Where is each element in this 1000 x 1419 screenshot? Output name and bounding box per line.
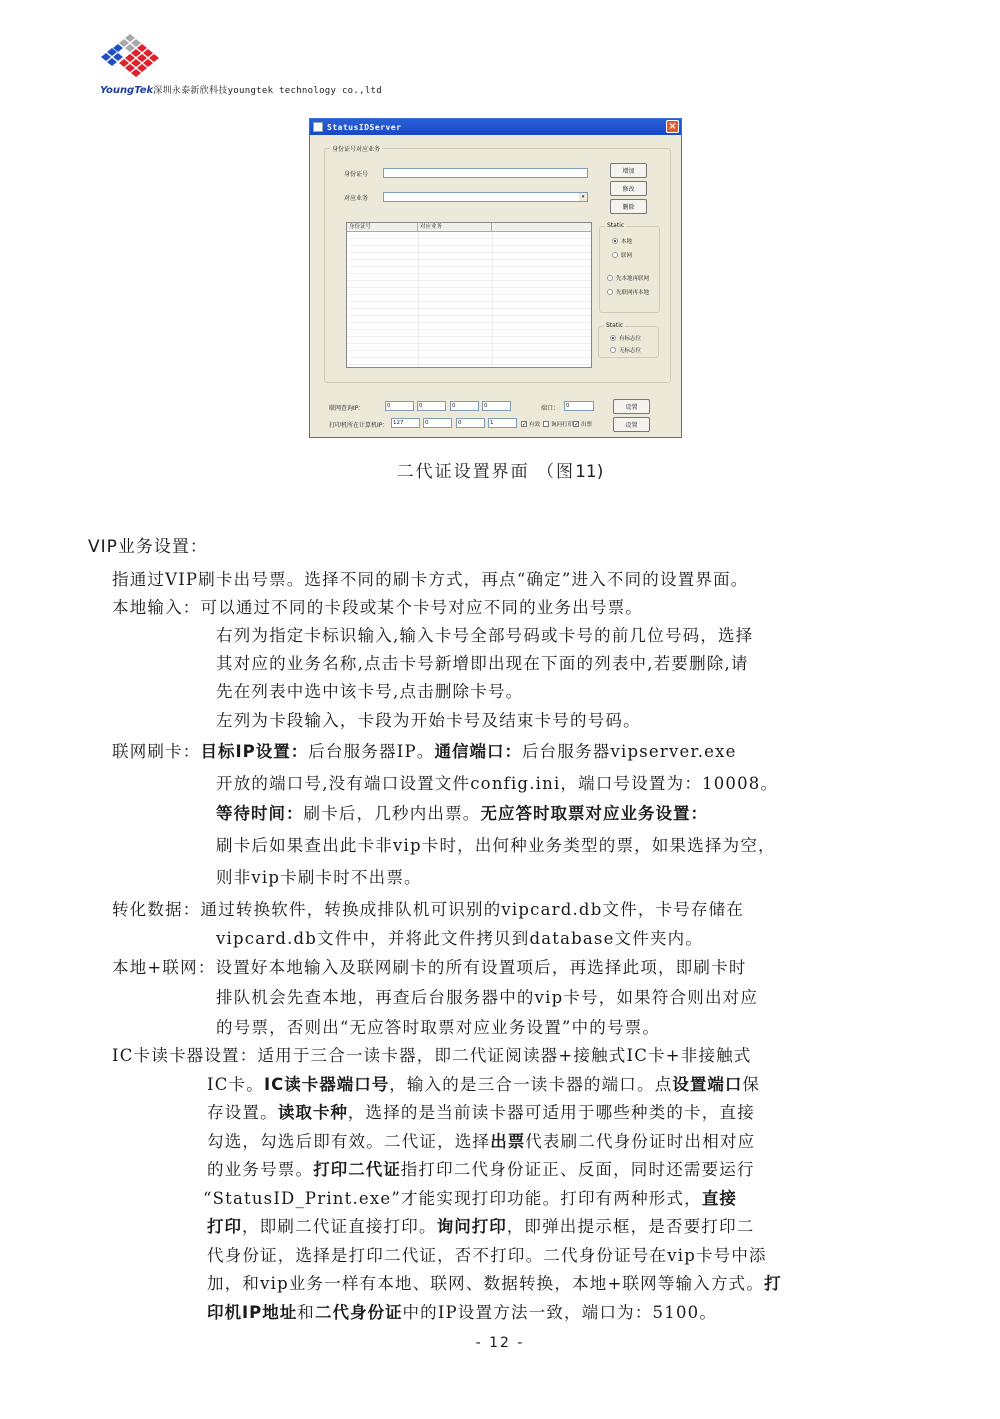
radio-network-then-local[interactable] [607, 288, 649, 296]
text: 的业务号票。 [207, 1160, 314, 1179]
bold-term: 等待时间： [216, 804, 304, 823]
column-business[interactable]: 对应业务 [418, 223, 492, 231]
column-divider [418, 232, 419, 367]
company-name-cn: 深圳永泰新欣科技 [153, 86, 228, 96]
bold-term: IC读卡器端口号 [263, 1075, 390, 1094]
paragraph-line [207, 1213, 755, 1240]
radio-unchecked-icon [607, 289, 613, 295]
paragraph-line: 刷卡后如果查出此卡非vip卡时，出何种业务类型的票，如果选择为空， [216, 836, 776, 855]
text: IC卡。 [207, 1075, 264, 1094]
printer-ip-label: 打印机所在计算机IP： [329, 422, 389, 429]
radio-unchecked-icon [612, 252, 618, 258]
radio-label: 先本地再联网 [616, 276, 650, 282]
close-button[interactable]: × [666, 120, 679, 133]
radio-label: 无标志位 [619, 348, 642, 354]
paragraph-convert-data [112, 896, 744, 923]
checkbox-checked-icon: ✓ [574, 421, 580, 428]
bold-term: 设置端口 [672, 1075, 743, 1094]
network-ip-octet-1[interactable]: 0 [385, 401, 414, 411]
text: ，选择的是当前读卡器可适用于哪些种类的卡，直接 [347, 1103, 755, 1122]
radio-unchecked-icon [610, 347, 616, 353]
dialog-title: StatusIDServer [327, 122, 402, 132]
printer-set-button[interactable]: 设置 [613, 417, 650, 432]
paragraph-line: 左列为卡段输入，卡段为开始卡号及结束卡号的号码。 [216, 711, 641, 730]
id-business-list[interactable] [346, 222, 592, 368]
checkbox-ask-print[interactable] [543, 420, 573, 428]
radio-label: 联网 [621, 253, 633, 259]
id-number-input[interactable] [383, 168, 588, 178]
term-label: 本地+联网： [112, 958, 216, 977]
text: 中的IP设置方法一致，端口为：5100。 [402, 1303, 718, 1322]
paragraph-text: 适用于三合一读卡器，即二代证阅读器+接触式IC卡+非接触式 [257, 1046, 752, 1065]
paragraph-line: 排队机会先查本地，再查后台服务器中的vip卡号，如果符合则出对应 [216, 988, 759, 1007]
business-select[interactable] [383, 192, 588, 202]
paragraph-line: 开放的端口号,没有端口设置文件config.ini，端口号设置为：10008。 [216, 774, 779, 793]
radio-network[interactable] [612, 251, 632, 259]
id-number-label: 身份证号 [344, 171, 369, 178]
radio-label: 先联网再本地 [616, 290, 650, 296]
checkbox-issue-ticket[interactable] [573, 420, 592, 428]
checkbox-checked-icon: ✓ [522, 421, 528, 428]
figure-caption [0, 457, 1000, 482]
bold-term: 印机IP地址 [207, 1303, 298, 1322]
bold-term: 二代身份证 [314, 1303, 403, 1322]
paragraph-line [203, 1185, 737, 1212]
company-name [100, 83, 382, 96]
paragraph-line [207, 1270, 782, 1297]
term-label: 联网刷卡： [112, 742, 201, 761]
text: 代表刷二代身份证时出相对应 [525, 1132, 756, 1151]
network-set-button[interactable]: 设置 [613, 399, 650, 414]
paragraph-line: 则非vip卡刷卡时不出票。 [216, 868, 422, 887]
bold-term: 无应答时取票对应业务设置： [480, 804, 708, 823]
checkbox-label: 询问打印 [551, 422, 574, 428]
paragraph-line [207, 1156, 755, 1183]
radio-checked-icon [612, 238, 618, 244]
list-rows [347, 232, 591, 367]
text: 加，和vip业务一样有本地、联网、数据转换，本地+联网等输入方式。 [207, 1274, 765, 1293]
status-id-server-dialog [309, 118, 682, 438]
term-label: IC卡读卡器设置： [112, 1046, 258, 1065]
paragraph-local-plus-network [112, 954, 747, 981]
caption-text: 二代证设置界面 （图 [396, 462, 576, 482]
group-title: 身份证号对应业务 [332, 146, 381, 153]
bold-term: 直接 [701, 1189, 737, 1208]
group-title: Static [606, 322, 624, 329]
company-name-en: youngtek technology co.,ltd [227, 86, 382, 96]
text: 保 [742, 1075, 761, 1094]
term-label: 转化数据： [112, 900, 201, 919]
bold-term: 打 [764, 1274, 782, 1293]
bold-term: 通信端口： [434, 742, 522, 761]
page-number: - 12 - [475, 1335, 525, 1351]
text: 存设置。 [207, 1103, 278, 1122]
paragraph-text: 刷卡后，几秒内出票。 [303, 804, 481, 823]
bold-term: 读取卡种 [277, 1103, 348, 1122]
checkbox-label: 出票 [581, 422, 593, 428]
text: 勾选，勾选后即有效。二代证，选择 [207, 1132, 491, 1151]
delete-button[interactable]: 删除 [610, 199, 647, 214]
paragraph-line: 先在列表中选中该卡号,点击删除卡号。 [216, 682, 524, 701]
network-ip-octet-4[interactable]: 0 [482, 401, 511, 411]
column-divider [492, 232, 493, 367]
text: “StatusID_Print.exe”才能实现打印功能。打印有两种形式， [203, 1189, 702, 1208]
network-ip-octet-2[interactable]: 0 [417, 401, 446, 411]
paragraph-text: 通过转换软件，转换成排队机可识别的vipcard.db文件，卡号存储在 [200, 900, 745, 919]
port-input[interactable]: 0 [564, 401, 594, 411]
text: 指打印二代身份证正、反面，同时还需要运行 [400, 1160, 755, 1179]
text: ，即弹出提示框，是否要打印二 [506, 1217, 755, 1236]
dialog-titlebar[interactable] [310, 119, 681, 135]
text: ，即刷二代证直接打印。 [242, 1217, 437, 1236]
business-label: 对应业务 [344, 195, 369, 202]
paragraph-local-input [112, 594, 643, 621]
paragraph-line: vipcard.db文件中，并将此文件拷贝到database文件夹内。 [216, 929, 704, 948]
checkbox-label: 有效 [529, 422, 541, 428]
column-id-number[interactable]: 身份证号 [347, 223, 418, 231]
list-header [347, 223, 591, 232]
checkbox-valid[interactable] [521, 420, 540, 428]
modify-button[interactable]: 修改 [610, 181, 647, 196]
youngtek-logo-icon [100, 32, 160, 80]
text: 和 [297, 1303, 315, 1322]
paragraph-line [207, 1099, 755, 1126]
paragraph-text: 后台服务器IP。 [308, 742, 435, 761]
radio-without-flag[interactable] [610, 346, 641, 354]
radio-unchecked-icon [607, 275, 613, 281]
text: ，输入的是三合一读卡器的端口。点 [389, 1075, 673, 1094]
section-title: VIP业务设置： [88, 537, 208, 557]
bold-term: 打印二代证 [313, 1160, 401, 1179]
app-icon [313, 122, 323, 132]
chevron-down-icon[interactable]: ▾ [579, 193, 587, 201]
paragraph-line: 其对应的业务名称,点击卡号新增即出现在下面的列表中,若要删除,请 [216, 654, 749, 673]
radio-checked-icon [610, 335, 616, 341]
bold-term: 目标IP设置： [200, 742, 309, 761]
group-title: Static [607, 222, 625, 229]
radio-local-then-network[interactable] [607, 274, 649, 282]
radio-with-flag[interactable] [610, 334, 641, 342]
paragraph-line: 代身份证，选择是打印二代证，否不打印。二代身份证号在vip卡号中添 [207, 1246, 767, 1265]
paragraph-network-card [112, 738, 737, 765]
bold-term: 打印 [207, 1217, 242, 1236]
paragraph-line [207, 1299, 717, 1326]
network-ip-octet-3[interactable]: 0 [450, 401, 479, 411]
port-label: 端口： [541, 405, 560, 412]
radio-label: 本地 [621, 239, 633, 245]
radio-label: 有标志位 [619, 336, 642, 342]
paragraph-line [207, 1128, 755, 1155]
term-label: 本地输入： [112, 598, 201, 617]
page-header [100, 32, 480, 102]
paragraph-intro: 指通过VIP刷卡出号票。选择不同的刷卡方式，再点“确定”进入不同的设置界面。 [112, 570, 749, 589]
paragraph-text: 设置好本地输入及联网刷卡的所有设置项后，再选择此项，即刷卡时 [215, 958, 747, 977]
printer-ip-octet-2[interactable]: 0 [423, 418, 452, 428]
paragraph-line [207, 1071, 760, 1098]
printer-ip-octet-4[interactable]: 1 [488, 418, 517, 428]
paragraph-line: 的号票，否则出“无应答时取票对应业务设置”中的号票。 [216, 1018, 661, 1037]
paragraph-text: 可以通过不同的卡段或某个卡号对应不同的业务出号票。 [200, 598, 643, 617]
checkbox-unchecked-icon [543, 421, 549, 427]
bold-term: 出票 [490, 1132, 526, 1151]
add-button[interactable]: 增加 [610, 163, 647, 178]
paragraph-ic-reader [112, 1042, 752, 1069]
printer-ip-octet-1[interactable]: 127 [391, 418, 420, 428]
bold-term: 询问打印 [436, 1217, 507, 1236]
paragraph-text: 后台服务器vipserver.exe [521, 742, 737, 761]
column-empty[interactable] [492, 223, 591, 231]
radio-local[interactable] [612, 237, 632, 245]
printer-ip-octet-3[interactable]: 0 [456, 418, 485, 428]
paragraph-line: 右列为指定卡标识输入,输入卡号全部号码或卡号的前几位号码，选择 [216, 626, 754, 645]
paragraph-line [216, 800, 708, 827]
caption-number: 11) [575, 462, 604, 482]
network-query-ip-label: 联网查询IP： [329, 405, 365, 412]
brand-name: YoungTek [100, 85, 154, 96]
